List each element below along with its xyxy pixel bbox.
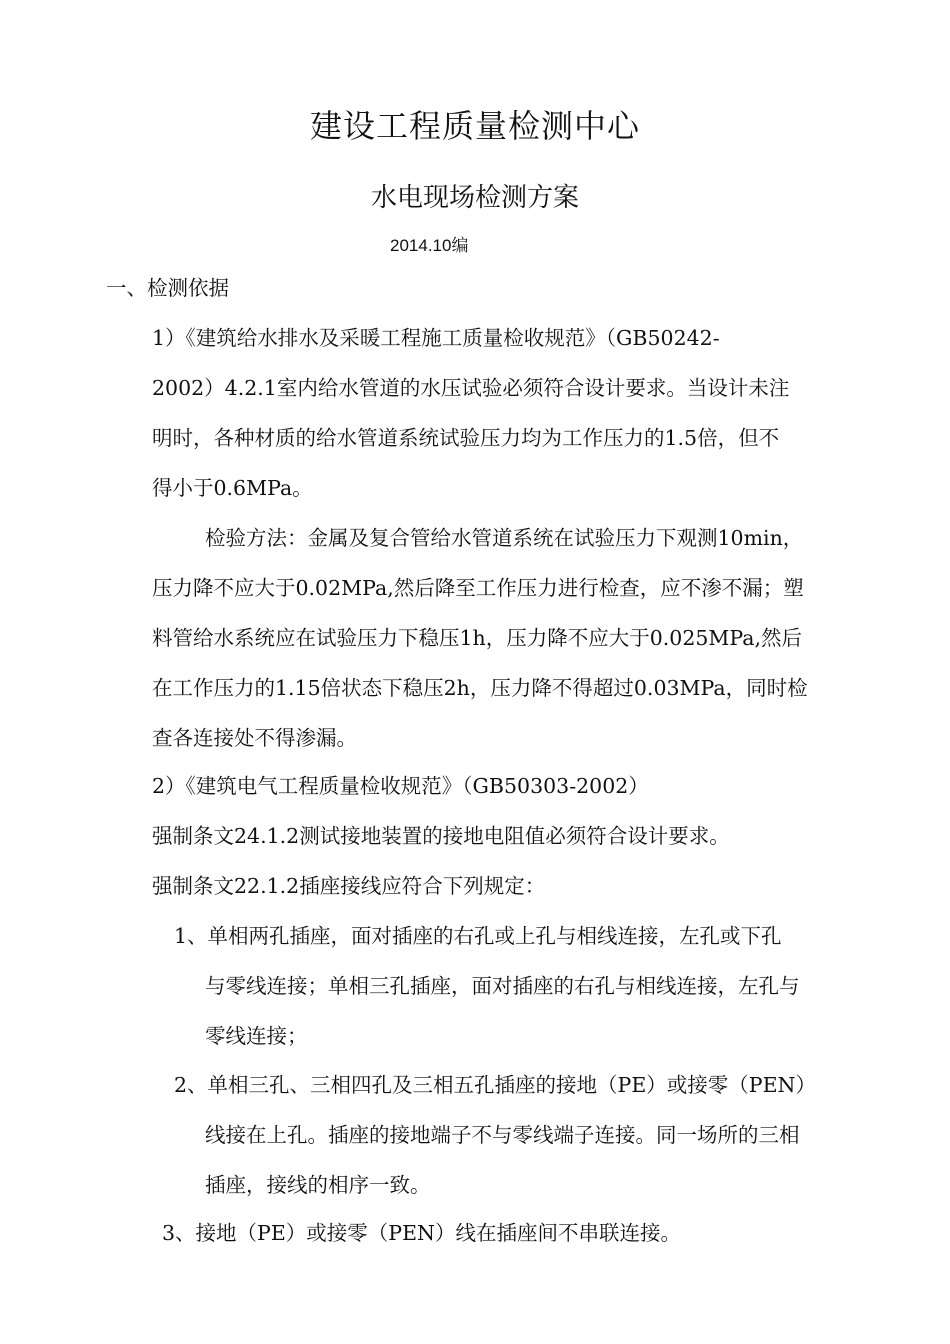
body-line: 得小于0.6MPa。 <box>152 476 313 500</box>
list-item-line: 3、接地（PE）或接零（PEN）线在插座间不串联连接。 <box>162 1221 681 1245</box>
document-title: 建设工程质量检测中心 <box>309 107 640 145</box>
date-suffix: 编 <box>451 236 469 256</box>
document-date <box>390 237 468 255</box>
body-line: 强制条文22.1.2插座接线应符合下列规定： <box>152 874 546 898</box>
list-item-line: 线接在上孔。插座的接地端子不与零线端子连接。同一场所的三相 <box>205 1123 800 1147</box>
body-line: 检验方法：金属及复合管给水管道系统在试验压力下观测10min， <box>205 526 804 550</box>
body-line: 压力降不应大于0.02MPa,然后降至工作压力进行检查，应不渗不漏；塑 <box>152 576 804 600</box>
body-line: 强制条文24.1.2测试接地装置的接地电阻值必须符合设计要求。 <box>152 824 730 848</box>
body-line: 明时，各种材质的给水管道系统试验压力均为工作压力的1.5倍，但不 <box>152 426 780 450</box>
document-subtitle: 水电现场检测方案 <box>370 183 579 213</box>
date-value: 2014.10 <box>390 236 452 255</box>
body-line: 料管给水系统应在试验压力下稳压1h，压力降不应大于0.025MPa,然后 <box>152 626 803 650</box>
body-line: 2002）4.2.1室内给水管道的水压试验必须符合设计要求。当设计未注 <box>152 376 790 400</box>
list-item-line: 与零线连接；单相三孔插座，面对插座的右孔与相线连接，左孔与 <box>205 974 800 998</box>
section-heading: 一、检测依据 <box>106 276 229 300</box>
body-line: 1）《建筑给水排水及采暖工程施工质量检收规范》（GB50242- <box>152 326 720 350</box>
list-item-line: 零线连接； <box>205 1024 308 1048</box>
list-item-line: 2、单相三孔、三相四孔及三相五孔插座的接地（PE）或接零（PEN） <box>174 1073 816 1097</box>
body-line: 查各连接处不得渗漏。 <box>152 726 357 750</box>
body-line: 在工作压力的1.15倍状态下稳压2h，压力降不得超过0.03MPa，同时检 <box>152 676 808 700</box>
body-line: 2）《建筑电气工程质量检收规范》（GB50303-2002） <box>152 774 649 798</box>
list-item-line: 插座，接线的相序一致。 <box>205 1173 431 1197</box>
list-item-line: 1、单相两孔插座，面对插座的右孔或上孔与相线连接，左孔或下孔 <box>174 924 782 948</box>
